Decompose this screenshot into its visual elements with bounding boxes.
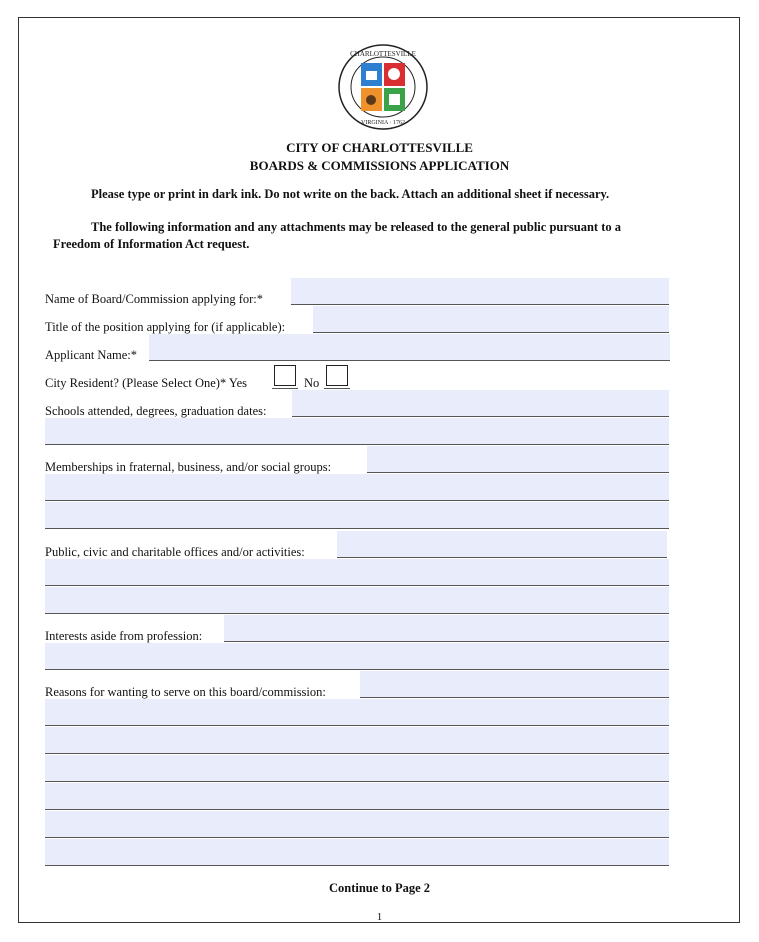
- reasons-field-line-1[interactable]: [360, 671, 669, 698]
- resident-yes-checkbox[interactable]: [274, 365, 296, 386]
- resident-label: City Resident? (Please Select One)* Yes: [45, 376, 248, 390]
- page-number: 1: [376, 911, 383, 923]
- reasons-field-line-4[interactable]: [45, 755, 669, 782]
- schools-label: Schools attended, degrees, graduation dates:: [45, 404, 267, 418]
- reasons-field-line-3[interactable]: [45, 727, 669, 754]
- applicant-name-field[interactable]: [149, 334, 670, 361]
- schools-field-line-2[interactable]: [45, 418, 669, 445]
- reasons-label: Reasons for wanting to serve on this board/commission:: [45, 685, 326, 699]
- reasons-field-line-5[interactable]: [45, 783, 669, 810]
- applicant-label: Applicant Name:*: [45, 348, 137, 362]
- yes-underline: [272, 387, 298, 389]
- interests-field-line-1[interactable]: [224, 615, 669, 642]
- schools-field-line-1[interactable]: [292, 390, 669, 417]
- no-underline: [324, 387, 350, 389]
- instruction-line-2b: Freedom of Information Act request.: [53, 237, 250, 251]
- reasons-field-line-7[interactable]: [45, 839, 669, 866]
- svg-text:CHARLOTTESVILLE: CHARLOTTESVILLE: [350, 50, 416, 58]
- position-label: Title of the position applying for (if applicable):: [45, 320, 286, 334]
- board-label: Name of Board/Commission applying for:*: [45, 292, 264, 306]
- memberships-label: Memberships in fraternal, business, and/or social groups:: [45, 460, 332, 474]
- continue-note: Continue to Page 2: [328, 881, 431, 895]
- city-seal-logo: [338, 44, 428, 130]
- civic-field-line-2[interactable]: [45, 559, 669, 586]
- city-title: CITY OF CHARLOTTESVILLE: [286, 140, 473, 155]
- reasons-field-line-2[interactable]: [45, 699, 669, 726]
- board-field[interactable]: [291, 278, 669, 305]
- civic-field-line-3[interactable]: [45, 587, 669, 614]
- instruction-line-1: Please type or print in dark ink. Do not write on the back. Attach an additional sheet if necessary.: [91, 187, 610, 201]
- instruction-line-2a: The following information and any attachments may be released to the general public pursuant to a: [91, 220, 621, 234]
- resident-no-label: No: [304, 376, 320, 390]
- civic-field-line-1[interactable]: [337, 531, 667, 558]
- svg-text:VIRGINIA · 1762: VIRGINIA · 1762: [361, 120, 405, 126]
- resident-no-checkbox[interactable]: [326, 365, 348, 386]
- position-field[interactable]: [313, 306, 669, 333]
- form-title: BOARDS & COMMISSIONS APPLICATION: [249, 158, 510, 173]
- civic-label: Public, civic and charitable offices and/or activities:: [45, 545, 305, 559]
- interests-label: Interests aside from profession:: [45, 629, 203, 643]
- interests-field-line-2[interactable]: [45, 643, 669, 670]
- reasons-field-line-6[interactable]: [45, 811, 669, 838]
- memberships-field-line-1[interactable]: [367, 446, 669, 473]
- memberships-field-line-2[interactable]: [45, 474, 669, 501]
- memberships-field-line-3[interactable]: [45, 502, 669, 529]
